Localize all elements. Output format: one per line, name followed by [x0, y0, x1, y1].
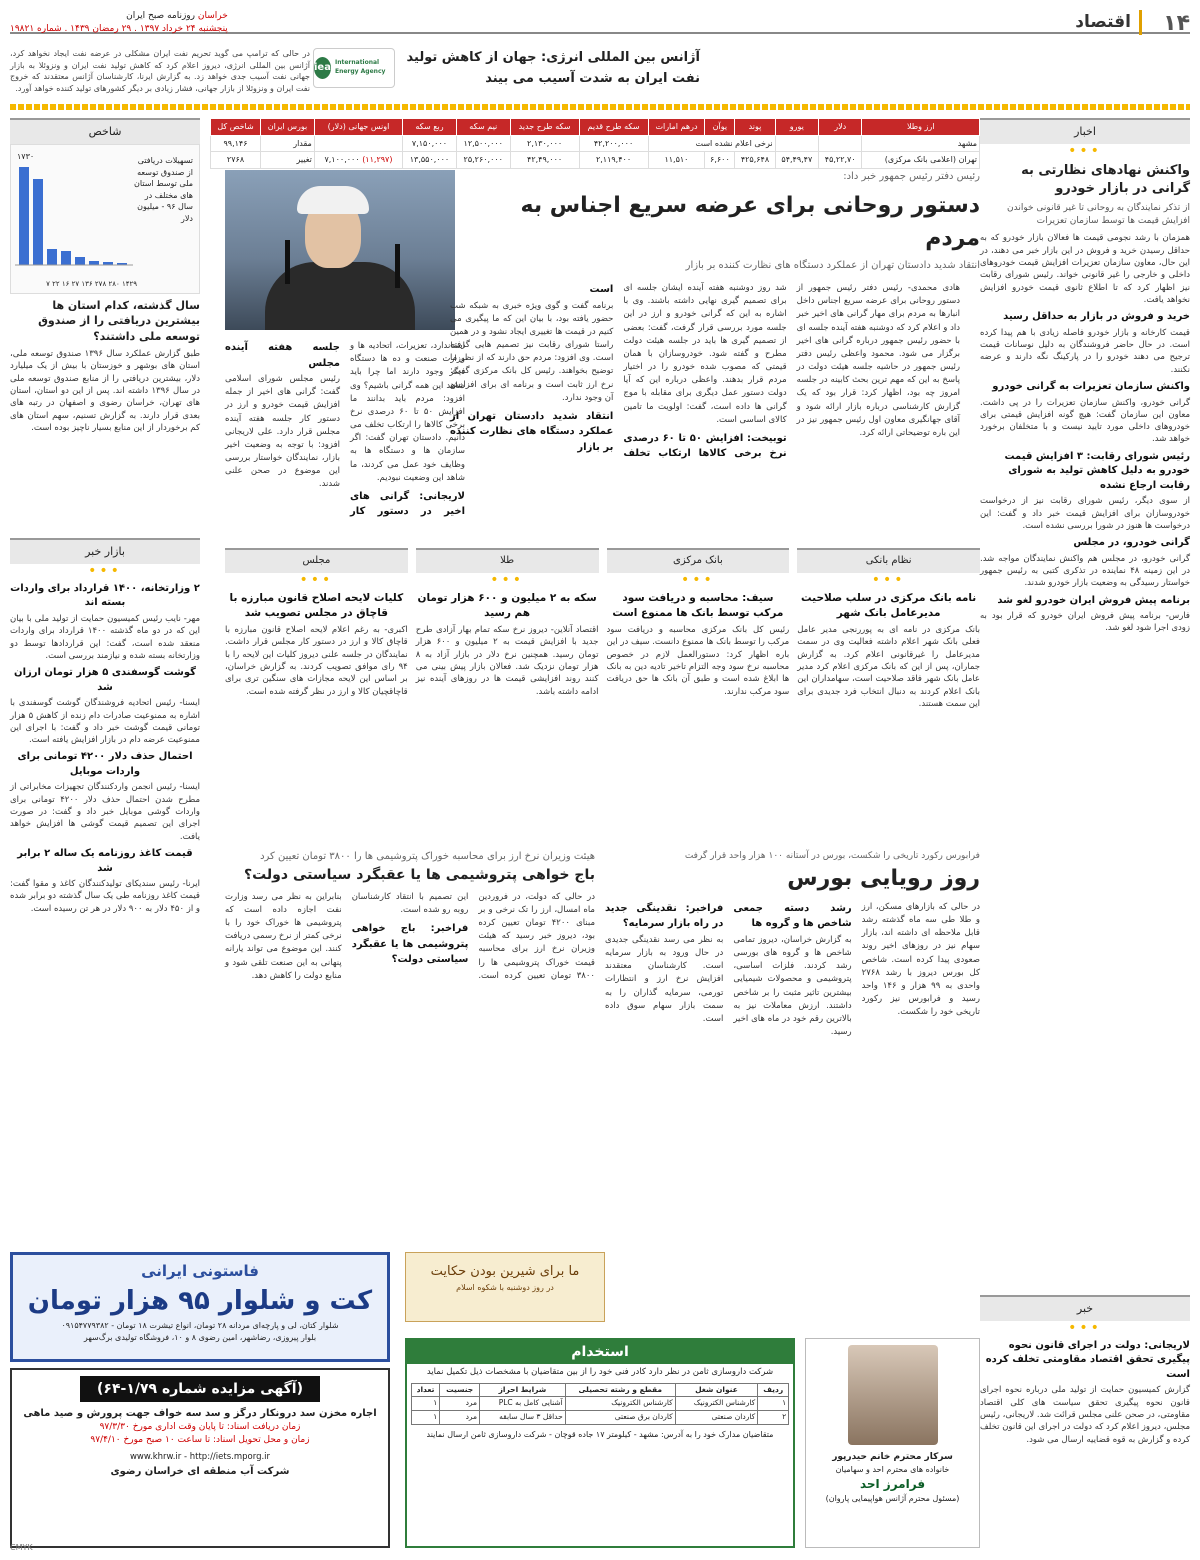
td-cell: ۹۹,۱۴۶	[211, 135, 261, 152]
right-intro: همزمان با رشد نجومی قیمت ها فعالان بازار خودرو که به حداقل رسیدن خرید و فروش در این بازار خبر می دهند، در این حال، معاون سازمان تعزیرات افزایش قیمت خودروهای داخلی و خارجی را غیر قانونی خواند. رئیس شورای رقابت نیز اظهار کرد که تا اطلاع ثانوی قیمت خودرو افزایش نخواهد یافت.	[980, 233, 1190, 305]
td-cell: ۲	[758, 1411, 789, 1425]
th-cell: سکه طرح جدید	[510, 119, 579, 136]
bar	[75, 257, 85, 265]
right-item-body: قیمت کارخانه و بازار خودرو فاصله زیادی با هم پیدا کرده است. در حال حاضر فروشندگان به دلیل نوسانات قیمت ترجیح می دهند خودرو را در پارکینگ نگه دارند و عرضه نکنند.	[980, 327, 1190, 375]
td-cell: حداقل ۳ سال سابقه	[480, 1411, 566, 1425]
td-cell: ۲,۱۱۹,۴۰۰	[579, 152, 648, 169]
dots-divider: •••	[1068, 142, 1102, 159]
suit-ad-main: کت و شلوار ۹۵ هزار تومان	[27, 1285, 373, 1316]
iea-logo-sub: International Energy Agency	[334, 59, 386, 75]
right-headline[interactable]: واکنش نهادهای نظارتی به گرانی در بازار خودرو	[1021, 162, 1190, 197]
right-column	[980, 118, 1190, 635]
dots-divider: •••	[1068, 1319, 1102, 1336]
main-kicker: رئیس دفتر رئیس جمهور خبر داد:	[843, 171, 980, 182]
cond-sub: خانواده های محترم احد و سهامیان	[835, 1465, 950, 1475]
jobs-row	[411, 1397, 788, 1411]
td-cell: کارشناس الکترونیک	[675, 1397, 757, 1411]
cond-title: سرکار محترم خانم حیدرپور	[832, 1452, 953, 1462]
td-cell: آشنایی کامل به PLC	[480, 1397, 566, 1411]
bourse-headline[interactable]: روز رویایی بورس	[787, 866, 980, 892]
iea-title[interactable]: آژانس بین المللی انرژی: جهان از کاهش تولید نفت ایران به شدت آسیب می بیند	[406, 50, 700, 86]
th-cell: ارز وطلا	[862, 119, 980, 136]
auction-title: (آگهی مزایده شماره ۱/۷۹-۶۴)	[80, 1376, 320, 1402]
td-cell: ۲۷۶۸	[211, 152, 261, 169]
jobs-ad[interactable]	[405, 1338, 795, 1548]
bar	[47, 249, 57, 265]
jobs-header-row	[411, 1383, 788, 1397]
td-cell	[775, 135, 818, 152]
color-bar-label: CMYK	[10, 1543, 33, 1553]
condolence-ad	[805, 1338, 980, 1548]
suit-ad-top: فاستونی ایرانی	[141, 1262, 259, 1280]
td-cell: ۲,۱۳۰,۰۰۰	[510, 135, 579, 152]
chart-top-value: ۱۷۳۰	[17, 151, 35, 161]
td-cell: کاردان صنعتی	[675, 1411, 757, 1425]
market-item-title[interactable]: گوشت گوسفندی ۵ هزار تومان ارزان شد	[14, 667, 196, 693]
td-cell: کارشناس الکترونیک	[565, 1397, 675, 1411]
main-col5: رئیس مجلس شورای اسلامی گفت: گرانی های اخیر از جمله افزایش قیمت خودرو و ارز در دستور کار جلسه هفته آینده مجلس قرار دارد. علی لاریجانی افزود: با توجه به وضعیت اخیر بازار، نمایندگان خواستار بررسی این موضوع در صحن علنی شدند.	[225, 374, 340, 490]
main-col1: هادی محمدی- رئیس دفتر رئیس جمهور از دستور روحانی برای عرضه سریع اجناس داخل انبارها به مردم برای مهار گرانی های اخیر خبر داد و اعلام کرد که دوشنبه هفته آینده جلسه ای با حضور رئیس جمهور درباره گرانی های اخیر برگزار می شود. محمود واعظی رئیس دفتر رئیس جمهور در حاشیه جلسه هیئت دولت در پاسخ به این که مهم ترین بحث کابینه در جلسه امروز چه بود، اظهار کرد: قرار بود که یک گزارش کارشناسی درباره بازار ارائه شود و آقای جهانگیری معاون اول رئیس جمهور نیز در این باره توضیحاتی ارائه کرد.	[796, 283, 960, 438]
bourse-body	[605, 901, 980, 1039]
section-tag: مجلس	[225, 548, 408, 573]
currency-row-tehran	[211, 152, 980, 169]
td-cell: ۱۲,۵۰۰,۰۰۰	[456, 135, 510, 152]
left-body: طبق گزارش عملکرد سال ۱۳۹۶ صندوق توسعه ملی، استان های بوشهر و خوزستان با بیش از یک میلیارد دلار، بیشترین دریافتی را از منابع صندوق توسعه ملی در سال ۱۳۹۶ داشته اند. پس از این دو استان، استان های تهران، خراسان رضوی و اصفهان در رتبه های بعدی قرار دارند. به گزارش تسنیم، سهم استان های کم برخوردار از این منابع بسیار ناچیز بوده است.	[10, 349, 200, 433]
auction-web[interactable]: www.khrw.ir - http://iets.mporg.ir	[129, 1452, 271, 1463]
section-body: رئیس کل بانک مرکزی محاسبه و دریافت سود مرکب را توسط بانک ها ممنوع دانست. سیف در این باره اظهار کرد: دستورالعمل لازم در خصوص محاسبه نرخ سود وجه التزام تاخیر تادیه دین به بانک ها ابلاغ شده است و طبق آن بانک ها حق دریافت سود مرکب ندارند.	[606, 625, 790, 697]
jobs-intro: شرکت داروسازی ثامن در نظر دارد کادر فنی خود را از بین متقاضیان با مشخصات ذیل تکمیل نماید	[426, 1367, 774, 1378]
section-body: اکبری- به رغم اعلام لایحه اصلاح قانون مبارزه با قاچاق کالا و ارز در دستور کار مجلس قرار داشت. نمایندگان در جلسه علنی دیروز کلیات این لایحه را با ۹۴ رای موافق تصویب کردند. به گزارش خراسان، بر اساس این لایحه مجازات های سنگین تری برای قاچاقچیان کالا و ارز در نظر گرفته شده است.	[225, 625, 408, 697]
currency-row-mashhad	[211, 135, 980, 152]
section-body: اقتصاد آنلاین- دیروز نرخ سکه تمام بهار آزادی طرح جدید با افزایش قیمت به ۲ میلیون و ۶۰۰ هزار تومان رسید. همچنین نرخ دلار در بازار آزاد به ۸ هزار تومان نزدیک شد. فعالان بازار پیش بینی می کنند روند افزایشی قیمت ها در روزهای آینده نیز ادامه داشته باشد.	[415, 625, 599, 697]
iea-body: در حالی که ترامپ می گوید تحریم نفت ایران مشکلی در عرضه نفت ایجاد نخواهد کرد، آژانس بین المللی انرژی، دیروز اعلام کرد که کاهش تولید نفت ایران و ونزوئلا به بازار جهانی نفت آسیب جدی خواهد زد. به گزارش ایرنا، کارشناسان آژانس معتقدند که خروج نفت ایران و ونزوئلا از بازار جهانی، فشار زیادی بر دیگر کشورهای تولید کننده خواهد آورد.	[10, 49, 310, 93]
section-tag: طلا	[416, 548, 599, 573]
jobs-row	[411, 1411, 788, 1425]
main-col3: برنامه گفت و گوی ویژه خبری به شبکه شب حضور یافته بود، با بیان این که ما پیگیری می کنیم در قیمت ها تغییری ایجاد نشود و در همین راستا شورای رقابت نیز تصمیم هایی گرفته است. وی افزود: مردم حق دارند که از نظر ما توضیح بخواهند. رئیس کل بانک مرکزی گفت: نرخ ارز ثابت است و برنامه ای برای افزایش آن وجود ندارد.	[450, 300, 614, 403]
bourse-sub2: فراخبر: نقدینگی جدید در راه بازار سرمایه؟	[605, 902, 724, 930]
th-cell: عنوان شغل	[675, 1383, 757, 1397]
petro-body	[225, 891, 595, 983]
section-title[interactable]: سیف: محاسبه و دریافت سود مرکب توسط بانک ها ممنوع است	[612, 591, 784, 620]
right-news-2	[980, 1295, 1190, 1446]
page-header	[10, 8, 1190, 34]
petro-sub1: فراخبر: باج خواهی پتروشیمی ها یا عقبگرد سیاستی دولت؟	[351, 923, 469, 966]
main-headline[interactable]: دستور روحانی برای عرضه سریع اجناس به مردم	[520, 192, 980, 251]
td-cell: ۱	[411, 1411, 439, 1425]
suit-ad-addr: بلوار پیروزی، رضاشهر، امین رضوی ۸ و ۱۰، فروشگاه تولیدی برگ‌سهر	[83, 1333, 317, 1343]
section-title[interactable]: سکه به ۲ میلیون و ۶۰۰ هزار تومان هم رسید	[417, 591, 597, 620]
news-tag: خبر	[980, 1295, 1190, 1321]
right-item-title: برنامه پیش فروش ایران خودرو لغو شد	[997, 594, 1190, 606]
paper-sub: روزنامه صبح ایران	[126, 11, 195, 21]
right-item-title: خرید و فروش در بازار به حداقل رسید	[1003, 311, 1190, 323]
td-cell: ۱۳,۵۵۰,۰۰۰	[403, 152, 457, 169]
market-item-body: ایسنا- رئیس انجمن واردکنندگان تجهیزات مخابراتی از مطرح شدن احتمال حذف دلار ۴۲۰۰ تومانی برای واردات گوشی موبایل خبر داد و گفت: در صورت اجرای این تصمیم قیمت گوشی ها افزایش خواهد یافت.	[10, 782, 200, 842]
th-cell: شرایط احراز	[480, 1383, 566, 1397]
bourse-story	[605, 850, 980, 1039]
dots-divider: •••	[490, 571, 525, 588]
th-cell: یورو	[775, 119, 818, 136]
th-cell: مقطع و رشته تحصیلی	[565, 1383, 675, 1397]
bar	[19, 167, 29, 265]
bourse-kicker: فرابورس رکورد تاریخی را شکست، بورس در آستانه ۱۰۰ هزار واحد قرار گرفت	[684, 851, 980, 861]
index-tag: شاخص	[10, 118, 200, 144]
chart-title: تسهیلات دریافتی از صندوق توسعه ملی توسط استان های مختلف در سال ۹۶ - میلیون دلار	[134, 155, 193, 223]
photo-mic	[395, 244, 400, 288]
dots-divider: •••	[871, 571, 906, 588]
right-item-title: گرانی خودرو، در مجلس	[1073, 537, 1190, 549]
petro-headline[interactable]: باج خواهی پتروشیمی ها یا عقبگرد سیاستی دولت؟	[243, 866, 595, 883]
bourse-col1: در حالی که بازارهای مسکن، ارز و طلا طی سه ماه گذشته رشد قابل ملاحظه ای داشته اند، بازار سهام نیز در روزهای اخیر روند صعودی پیدا کرده است. شاخص کل بورس دیروز با رشد ۲۷۶۸ واحدی به ۹۹ هزار و ۱۴۶ واحد رسید و فرابورس نیز رکورد تاریخی خود را شکست.	[861, 901, 980, 1018]
rouhani-photo	[225, 170, 455, 330]
right-item-body: گرانی خودرو، واکنش سازمان تعزیرات را در پی داشت. معاون این سازمان گفت: هیچ گونه افزایش قیمتی برای خودروهای داخلی مورد تایید نیست و با متخلفان برخورد خواهد شد.	[980, 397, 1190, 445]
th-cell: درهم امارات	[648, 119, 705, 136]
th-cell: دلار	[819, 119, 862, 136]
main-sub1: توبیخت: افزایش ۵۰ تا ۶۰ درصدی نرخ برخی کالاها ارتکاب تخلف است	[589, 284, 787, 460]
right-item-title: واکنش سازمان تعزیرات به گرانی خودرو	[992, 381, 1190, 393]
section-strip	[225, 548, 980, 848]
market-item-title[interactable]: قیمت کاغذ روزنامه یک ساله ۲ برابر شد	[17, 848, 193, 874]
story-ad-sub: در روز دوشنبه با شکوه اسلام	[456, 1282, 554, 1292]
right-item-body: از سوی دیگر، رئیس شورای رقابت نیز از درخواست خودروسازان برای افزایش قیمت خبر داد و گفت: این درخواست ها هنوز در شورا بررسی نشده است.	[980, 496, 1190, 531]
market-news	[10, 538, 200, 915]
petro-kicker: هیئت وزیران نرخ ارز برای محاسبه خوراک پتروشیمی ها را ۳۸۰۰ تومان تعیین کرد	[260, 851, 595, 862]
td-cell	[314, 152, 402, 169]
story-ad[interactable]	[405, 1252, 605, 1322]
bar	[33, 179, 43, 265]
right-item-body: فارس- برنامه پیش فروش ایران خودرو که قرار بود به زودی اجرا شود لغو شد.	[980, 611, 1190, 634]
photo-mic	[285, 240, 290, 284]
td-cell: ۱	[758, 1397, 789, 1411]
photo-turban	[297, 186, 369, 214]
currency-table	[210, 118, 980, 169]
petro-col1: در حالی که دولت، در فروردین ماه امسال، ارز را تک نرخی و بر مبنای ۴۲۰۰ تومان تعیین کرده بود، دیروز خبر رسید که هیئت وزیران نرخ ارز برای محاسبه قیمت خوراک پتروشیمی ها را ۳۸۰۰ تومان تعیین کرده است. این تصمیم با انتقاد کارشناسان روبه رو شده است.	[351, 891, 595, 981]
petro-col2: بنابراین به نظر می رسد وزارت نفت اجازه داده است که پتروشیمی ها خوراک خود را با نرخی کمتر از نرخ رسمی دریافت کنند. این موضوع می تواند یارانه پنهانی به این صنعت تلقی شود و منابع دولت را کاهش دهد.	[225, 891, 342, 981]
bourse-col3: به نظر می رسد نقدینگی جدیدی در حال ورود به بازار سرمایه است. کارشناسان معتقدند افزایش نرخ ارز و انتظارات تورمی، سرمایه گذاران را به سمت بازار سهام سوق داده است.	[605, 934, 724, 1024]
jobs-footer: متقاضیان مدارک خود را به آدرس: مشهد - کیلومتر ۱۷ جاده قوچان - شرکت داروسازی ثامن ارسال نمایند	[426, 1430, 774, 1440]
main-lead: انتقاد شدید دادستان تهران از عملکرد دستگاه های نظارت کننده بر بازار	[685, 259, 980, 271]
section-tag: بانک مرکزی	[607, 548, 790, 573]
td-cell: ۴۵,۲۲,۷۰	[819, 152, 862, 169]
jobs-table	[411, 1383, 789, 1426]
main-col4: استاندارد، تعزیرات، اتحادیه ها و وزارت صنعت و ده ها دستگاه دیگر وجود دارند اما چرا باید شاهد این همه گرانی باشیم؟ وی افزود: مردم باید بدانند ما افزایش ۵۰ تا ۶۰ درصدی نرخ برخی کالاها را ارتکاب تخلف می دانیم. دادستان تهران گفت: اگر سازمان ها و دستگاه ها به وظایف خود عمل می کردند، ما شاهد این وضعیت نبودیم.	[350, 341, 466, 483]
main-col2: شد روز دوشنبه هفته آینده ایشان جلسه ای برای تصمیم گیری نهایی داشته باشند. وی با اشاره به این که گرانی خودرو و ارز در این جلسه مورد بررسی قرار گرفت، گفت: بعضی از تصمیم گیری ها باید در جلسه هیئت دولت مطرح و گفته شود. خودروسازان با همان قیمتی که مصوب شده خودرو را در اختیار مردم قرار بدهند. واعظی درباره این که آیا دولت دستور عمل دیگری برای مقابله با موج گرانی ها داده است، گفت: اولویت ما تامین کالای اساسی است.	[623, 283, 787, 425]
td-cell	[819, 135, 862, 152]
bourse-sub1: رشد دسته جمعی شاخص ها و گروه ها	[733, 902, 852, 930]
section-banking	[797, 548, 980, 848]
right-news-2-body: گزارش کمیسیون حمایت از تولید ملی درباره نحوه اجرای قانون نحوه پیگیری تحقق سیاست های کلی اقتصاد مقاومتی، در صحن علنی مجلس قرائت شد. لاریجانی، رئیس مجلس، دیروز اعلام کرد که دولت در اجرای این قانون تخلف کرده و گزارش به قوه قضاییه ارسال می شود.	[980, 1385, 1190, 1445]
dots-divider: •••	[88, 562, 122, 579]
index-chart	[10, 144, 200, 294]
right-sub: از تذکر نمایندگان به روحانی تا غیر قانونی خواندن افزایش قیمت ها توسط سازمان تعزیرات	[1007, 203, 1190, 227]
td-cell: کاردان برق صنعتی	[565, 1411, 675, 1425]
left-headline[interactable]: سال گذشته، کدام استان ها بیشترین دریافتی را از صندوق توسعه ملی داشتند؟	[38, 298, 200, 343]
th-cell: جنسیت	[440, 1383, 480, 1397]
portrait-photo	[848, 1345, 938, 1445]
auction-date1: زمان دریافت اسناد: تا پایان وقت اداری مورخ ۹۷/۳/۳۰	[99, 1422, 301, 1433]
section-body: بانک مرکزی در نامه ای به پوررنجی مدیر عامل فعلی بانک شهر اعلام داشته فعالیت وی در سمت مدیرعامل را غیرقانونی اعلام کرد. به گزارش جماران، پس از این که بانک مرکزی اعلام کرد مدیر عامل بانک شهر فاقد صلاحیت است، سهامداران این بانک اعلام کردند به دنبال انتخاب فرد جدیدی برای این سمت هستند.	[797, 625, 980, 709]
section-title: اقتصاد	[1075, 10, 1142, 35]
th-cell: تعداد	[411, 1383, 439, 1397]
market-item-body: مهر- نایب رئیس کمیسیون حمایت از تولید ملی با بیان این که در دو ماه گذشته ۱۴۰۰ قرارداد برای واردات منعقد شده است، گفت: این قراردادها توسط دو وزارتخانه بسته شده و نیازمند بررسی است.	[10, 613, 200, 661]
main-head	[465, 170, 980, 273]
market-item-title[interactable]: ۲ وزارتخانه، ۱۴۰۰ قرارداد برای واردات بسته اند	[10, 582, 200, 609]
td-cell: ۶,۶۰۰	[705, 152, 735, 169]
auction-date2: زمان و محل تحویل اسناد: تا ساعت ۱۰ صبح مورخ ۹۷/۴/۱۰	[90, 1435, 310, 1446]
td-cell: مشهد	[862, 135, 980, 152]
td-cell: مقدار	[261, 135, 315, 152]
right-item-body: گرانی خودرو، در مجلس هم واکنش نمایندگان مواجه شد. در این زمینه ۴۸ نماینده در تذکری کتبی به رئیس جمهور خواستار رسیدگی به وضعیت بازار خودرو شدند.	[980, 553, 1190, 589]
date-line: پنجشنبه ۲۴ خرداد ۱۳۹۷ . ۲۹ رمضان ۱۴۳۹ . شماره ۱۹۸۲۱	[10, 24, 228, 35]
td-cell: ۲۵,۲۶۰,۰۰۰	[456, 152, 510, 169]
bourse-col2: به گزارش خراسان، دیروز تمامی شاخص ها و گروه های بورسی رشد کردند. فلزات اساسی، پتروشیمی و محصولات شیمیایی بیشترین تاثیر مثبت را بر شاخص داشتند. ارزش معاملات نیز به بالاترین رقم خود در ماه های اخیر رسید.	[733, 934, 852, 1038]
story-ad-title: ما برای شیرین بودن حکایت	[430, 1264, 580, 1279]
th-cell: اونس جهانی (دلار)	[314, 119, 402, 136]
auction-company: شرکت آب منطقه ای خراسان رضوی	[110, 1465, 290, 1477]
main-story-body	[450, 282, 960, 462]
right-item-title: رئیس شورای رقابت: ۳ افزایش قیمت خودرو به دلیل کاهش تولید به شورای رقابت ارجاع نشده	[1004, 450, 1190, 491]
td-cell: مرد	[440, 1397, 480, 1411]
td-cell: ۵۴,۴۹,۴۷	[775, 152, 818, 169]
cond-name: فرامرز احد	[859, 1476, 926, 1491]
market-item-title[interactable]: احتمال حذف دلار ۴۲۰۰ تومانی برای واردات موبایل	[17, 751, 193, 777]
currency-header-row	[211, 119, 980, 136]
section-gold	[416, 548, 599, 848]
td-cell: تغییر	[261, 152, 315, 169]
chart-values: ۱۴۲۹ ۲۸۰ ۲۷۸ ۱۳۶ ۲۷ ۱۶ ۲۲ ۷	[46, 279, 137, 288]
iea-logo-mark: iea	[314, 57, 331, 79]
td-change: (۱۱,۲۹۷)	[362, 155, 393, 165]
market-item-body: ایسنا- رئیس اتحادیه فروشندگان گوشت گوسفندی با اشاره به ممنوعیت صادرات دام زنده از کاهش ۵ هزار تومانی قیمت گوشت خبر داد و گفت: با اجرای این ممنوعیت عرضه دام در بازار افزایش یافته است.	[10, 698, 200, 746]
right-news-2-title[interactable]: لاریجانی: دولت در اجرای قانون نحوه پیگیری تحقق اقتصاد مقاومتی تخلف کرده است	[985, 1339, 1190, 1380]
th-cell: بورس ایران	[261, 119, 315, 136]
bar	[89, 261, 99, 265]
td-cell: ۴۲۵,۶۴۸	[735, 152, 775, 169]
main-sub3: لاریجانی: گرانی های اخیر در دستور کار جلسه هفته آینده مجلس	[225, 342, 465, 518]
th-cell: نیم سکه	[456, 119, 510, 136]
section-tag: نظام بانکی	[797, 548, 980, 573]
page-number: ۱۴	[1163, 11, 1190, 36]
section-parliament	[225, 548, 408, 848]
petro-story	[225, 850, 595, 983]
td-cell: مرد	[440, 1411, 480, 1425]
th-cell: ردیف	[758, 1383, 789, 1397]
paper-name: خراسان	[197, 11, 228, 21]
th-cell: سکه طرح قدیم	[579, 119, 648, 136]
main-story-body-left	[225, 340, 465, 520]
section-central-bank	[607, 548, 790, 848]
td-cell: ۴۲,۲۰۰,۰۰۰	[579, 135, 648, 152]
dots-divider: •••	[680, 571, 715, 588]
auction-ad[interactable]	[10, 1368, 390, 1548]
masthead	[10, 10, 228, 36]
td-value: ۷,۱۰۰,۰۰۰	[324, 155, 360, 165]
bar	[61, 251, 71, 265]
market-item-body: ایرنا- رئیس سندیکای تولیدکنندگان کاغذ و مقوا گفت: قیمت کاغذ روزنامه طی یک سال گذشته دو برابر شده و از ۴۵۰ دلار به ۹۰۰ دلار در هر تن رسیده است.	[10, 879, 200, 914]
section-title[interactable]: نامه بانک مرکزی در سلب صلاحیت مدیرعامل بانک شهر	[801, 591, 977, 620]
th-cell: یوآن	[705, 119, 735, 136]
td-cell: ۷,۱۵۰,۰۰۰	[403, 135, 457, 152]
yellow-divider	[10, 104, 1190, 110]
section-title[interactable]: کلیات لایحه اصلاح قانون مبارزه با قاچاق در مجلس تصویب شد	[229, 591, 404, 620]
market-tag: بازار خبر	[10, 538, 200, 564]
td-cell	[314, 135, 402, 152]
cond-text: (مسئول محترم آژانس هواپیمایی پاروان)	[825, 1494, 960, 1504]
jobs-title: استخدام	[407, 1340, 793, 1364]
th-cell: پوند	[735, 119, 775, 136]
news-tag: اخبار	[980, 118, 1190, 144]
left-column	[10, 118, 200, 434]
th-cell: شاخص کل	[211, 119, 261, 136]
td-cell: ۴۲,۴۹,۰۰۰	[510, 152, 579, 169]
td-cell: نرخی اعلام نشده است	[648, 135, 775, 152]
td-cell: ۱۱,۵۱۰	[648, 152, 705, 169]
th-cell: ربع سکه	[403, 119, 457, 136]
iea-logo	[313, 48, 395, 88]
auction-body: اجاره مخزن سد درونکار درگز و سد سه خواف جهت پرورش و صید ماهی	[23, 1408, 377, 1420]
td-cell: تهران (اعلامی بانک مرکزی)	[862, 152, 980, 169]
dots-divider: •••	[299, 571, 334, 588]
suit-ad-sub: شلوار کتان، لی و پارچه‌ای مردانه ۲۸ تومان، انواع تیشرت ۱۸ تومان - ۰۹۱۵۴۷۷۹۳۸۲	[61, 1321, 339, 1331]
suit-ad[interactable]	[10, 1252, 390, 1362]
main-sub2: انتقاد شدید دادستان تهران از عملکرد دستگاه های نظارت کننده بر بازار	[450, 410, 614, 453]
td-cell: ۱	[411, 1397, 439, 1411]
iea-news-box	[10, 42, 700, 100]
